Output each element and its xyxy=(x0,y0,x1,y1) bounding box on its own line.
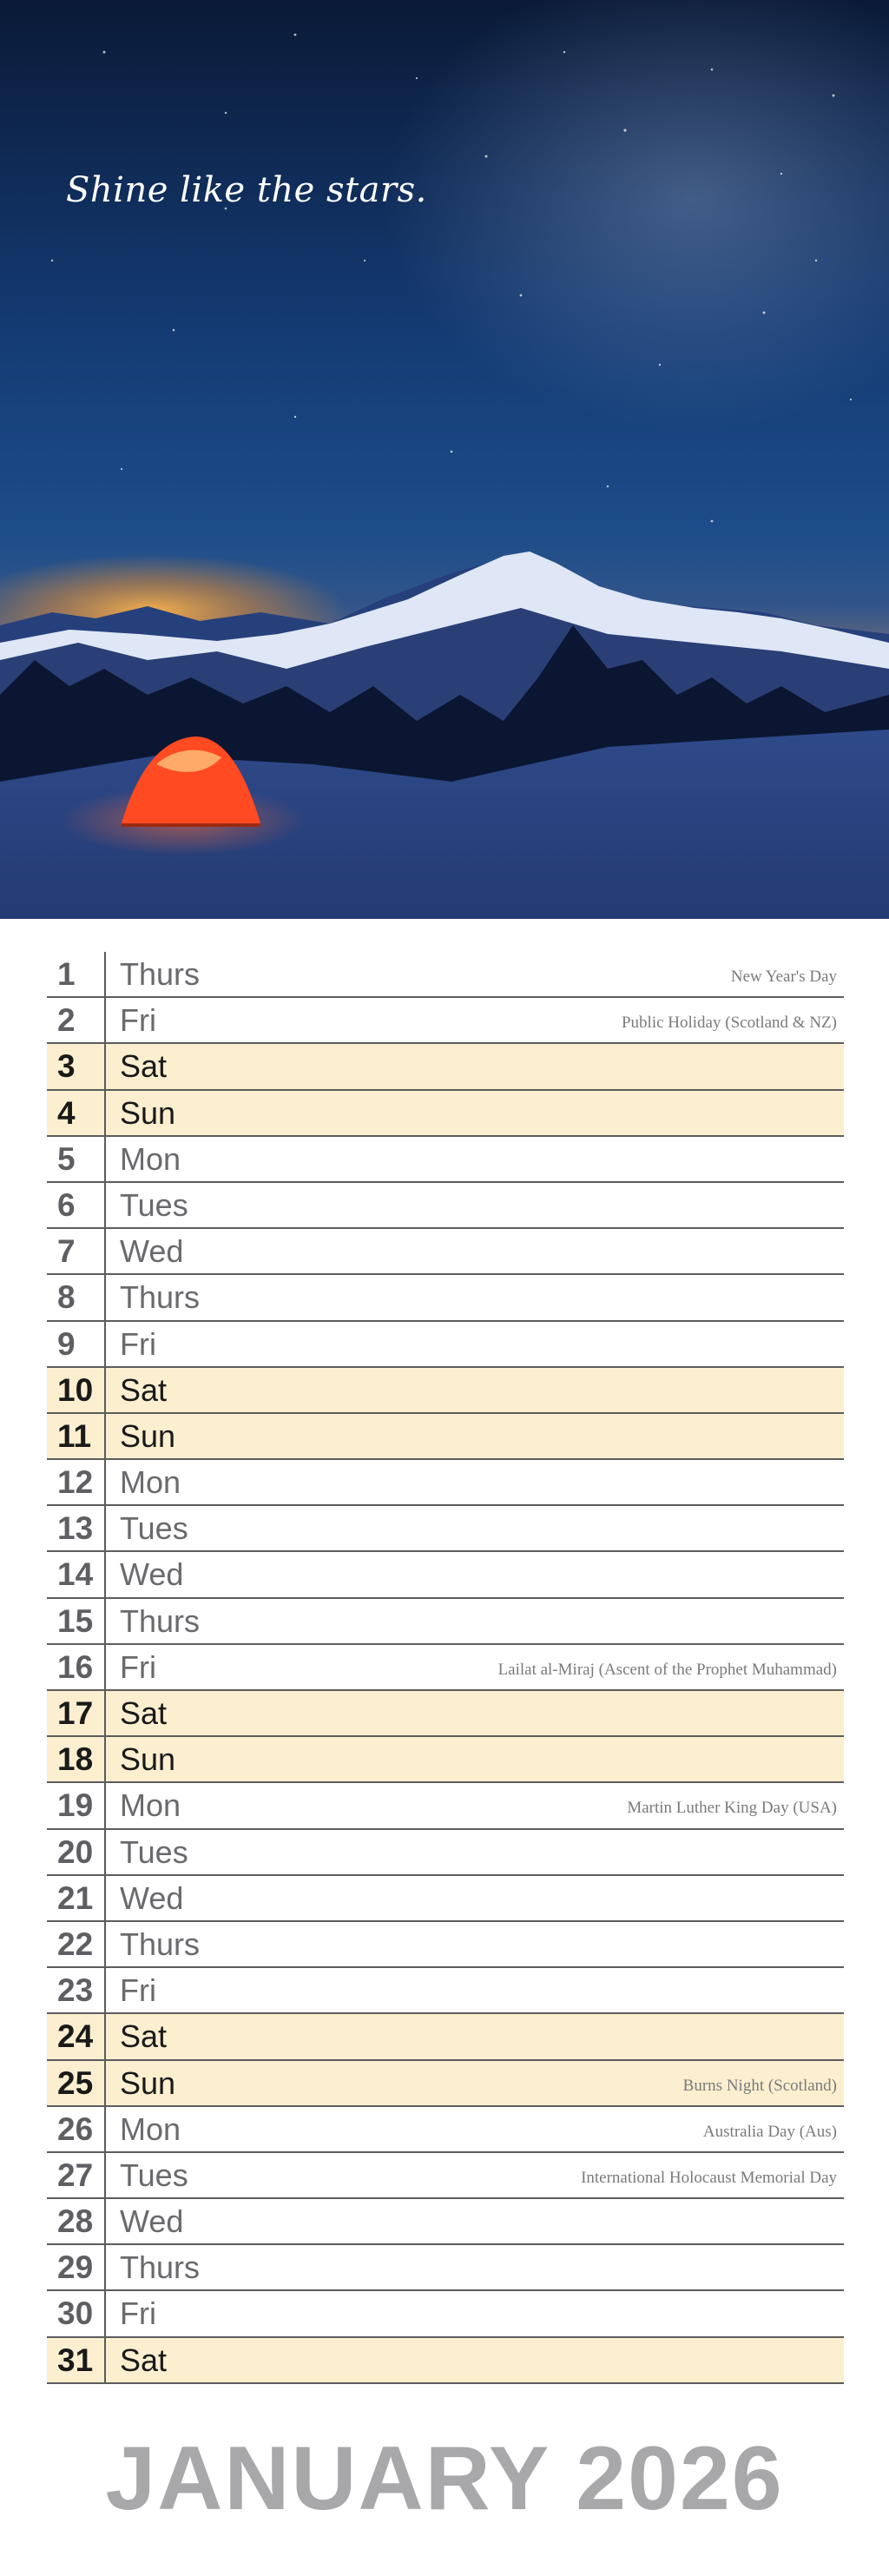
day-row xyxy=(47,1506,844,1552)
holiday-note: Burns Night (Scotland) xyxy=(682,2076,837,2095)
day-of-week: Mon xyxy=(120,1140,181,1177)
day-row xyxy=(47,1137,844,1183)
day-row xyxy=(47,1044,844,1090)
day-number: 8 xyxy=(47,1275,106,1319)
photo-quote: Shine like the stars. xyxy=(66,170,427,210)
day-of-week: Wed xyxy=(120,2203,184,2240)
day-row xyxy=(47,1922,844,1968)
day-number: 13 xyxy=(47,1506,106,1550)
holiday-note: Lailat al-Miraj (Ascent of the Prophet Muhammad) xyxy=(497,1660,837,1679)
day-number: 10 xyxy=(47,1368,106,1412)
day-number: 18 xyxy=(47,1737,106,1781)
day-of-week: Tues xyxy=(120,1510,188,1547)
day-of-week: Thurs xyxy=(120,2249,201,2286)
day-of-week: Wed xyxy=(120,1556,184,1593)
day-row xyxy=(47,2291,844,2337)
day-row xyxy=(47,1691,844,1737)
day-number: 12 xyxy=(47,1460,106,1504)
day-of-week: Wed xyxy=(120,1879,184,1916)
day-of-week: Sun xyxy=(120,2064,176,2101)
day-row xyxy=(47,1414,844,1460)
holiday-note: Public Holiday (Scotland & NZ) xyxy=(621,1014,837,1033)
night-mountain-landscape xyxy=(0,0,889,919)
day-of-week: Tues xyxy=(120,2157,188,2193)
day-of-week: Sun xyxy=(120,1741,176,1778)
day-row xyxy=(47,2061,844,2107)
day-number: 3 xyxy=(47,1044,106,1088)
day-number: 7 xyxy=(47,1229,106,1273)
day-row xyxy=(47,1322,844,1368)
day-number: 5 xyxy=(47,1137,106,1181)
day-of-week: Fri xyxy=(120,2295,156,2332)
day-of-week: Wed xyxy=(120,1233,184,1270)
day-number: 14 xyxy=(47,1552,106,1596)
day-row xyxy=(47,2245,844,2291)
day-number: 20 xyxy=(47,1830,106,1874)
day-number: 30 xyxy=(47,2291,106,2335)
day-number: 26 xyxy=(47,2107,106,2151)
day-row xyxy=(47,1645,844,1691)
day-number: 25 xyxy=(47,2061,106,2105)
day-of-week: Sat xyxy=(120,1695,168,1731)
day-of-week: Sat xyxy=(120,2342,168,2378)
day-of-week: Sat xyxy=(120,1371,168,1408)
month-title: JANUARY 2026 xyxy=(105,2428,784,2529)
day-row xyxy=(47,1368,844,1414)
holiday-note: Australia Day (Aus) xyxy=(702,2122,837,2141)
calendar-table xyxy=(47,952,844,2384)
day-row xyxy=(47,1876,844,1922)
day-of-week: Thurs xyxy=(120,956,201,992)
day-of-week: Mon xyxy=(120,1464,181,1501)
holiday-note: New Year's Day xyxy=(730,968,837,986)
day-number: 31 xyxy=(47,2338,106,2382)
day-number: 21 xyxy=(47,1876,106,1920)
day-row xyxy=(47,2199,844,2245)
day-of-week: Fri xyxy=(120,1648,156,1685)
day-of-week: Mon xyxy=(120,1787,181,1824)
day-number: 22 xyxy=(47,1922,106,1966)
day-of-week: Thurs xyxy=(120,1602,201,1639)
day-of-week: Sun xyxy=(120,1094,176,1131)
day-row xyxy=(47,2014,844,2060)
day-of-week: Tues xyxy=(120,1186,188,1223)
day-number: 16 xyxy=(47,1645,106,1689)
day-of-week: Fri xyxy=(120,1972,156,2009)
day-row xyxy=(47,1091,844,1137)
day-row xyxy=(47,1968,844,2014)
day-of-week: Sun xyxy=(120,1417,176,1454)
day-row xyxy=(47,1599,844,1645)
day-row xyxy=(47,2338,844,2384)
day-number: 6 xyxy=(47,1183,106,1227)
day-row xyxy=(47,1830,844,1876)
day-number: 15 xyxy=(47,1599,106,1643)
day-row xyxy=(47,1229,844,1275)
day-row xyxy=(47,1275,844,1321)
day-of-week: Sat xyxy=(120,1048,168,1085)
day-row xyxy=(47,1737,844,1783)
day-number: 11 xyxy=(47,1414,106,1458)
day-row xyxy=(47,1183,844,1229)
day-row xyxy=(47,1783,844,1829)
day-number: 9 xyxy=(47,1322,106,1366)
day-number: 17 xyxy=(47,1691,106,1735)
day-of-week: Thurs xyxy=(120,1925,201,1962)
day-row xyxy=(47,2153,844,2199)
day-number: 29 xyxy=(47,2245,106,2289)
day-of-week: Thurs xyxy=(120,1279,201,1316)
holiday-note: Martin Luther King Day (USA) xyxy=(627,1799,837,1818)
day-of-week: Tues xyxy=(120,1833,188,1870)
day-number: 19 xyxy=(47,1783,106,1827)
day-number: 1 xyxy=(47,952,106,996)
day-number: 27 xyxy=(47,2153,106,2197)
holiday-note: International Holocaust Memorial Day xyxy=(581,2168,837,2187)
day-of-week: Mon xyxy=(120,2110,181,2147)
day-of-week: Fri xyxy=(120,1325,156,1362)
day-number: 24 xyxy=(47,2014,106,2058)
day-number: 28 xyxy=(47,2199,106,2243)
day-row xyxy=(47,1460,844,1506)
day-row xyxy=(47,1552,844,1598)
cover-photo xyxy=(0,0,889,919)
day-number: 23 xyxy=(47,1968,106,2012)
day-of-week: Fri xyxy=(120,1002,156,1039)
day-row xyxy=(47,998,844,1044)
day-of-week: Sat xyxy=(120,2018,168,2055)
day-row xyxy=(47,2107,844,2153)
day-row xyxy=(47,952,844,998)
day-number: 2 xyxy=(47,998,106,1042)
day-number: 4 xyxy=(47,1091,106,1135)
